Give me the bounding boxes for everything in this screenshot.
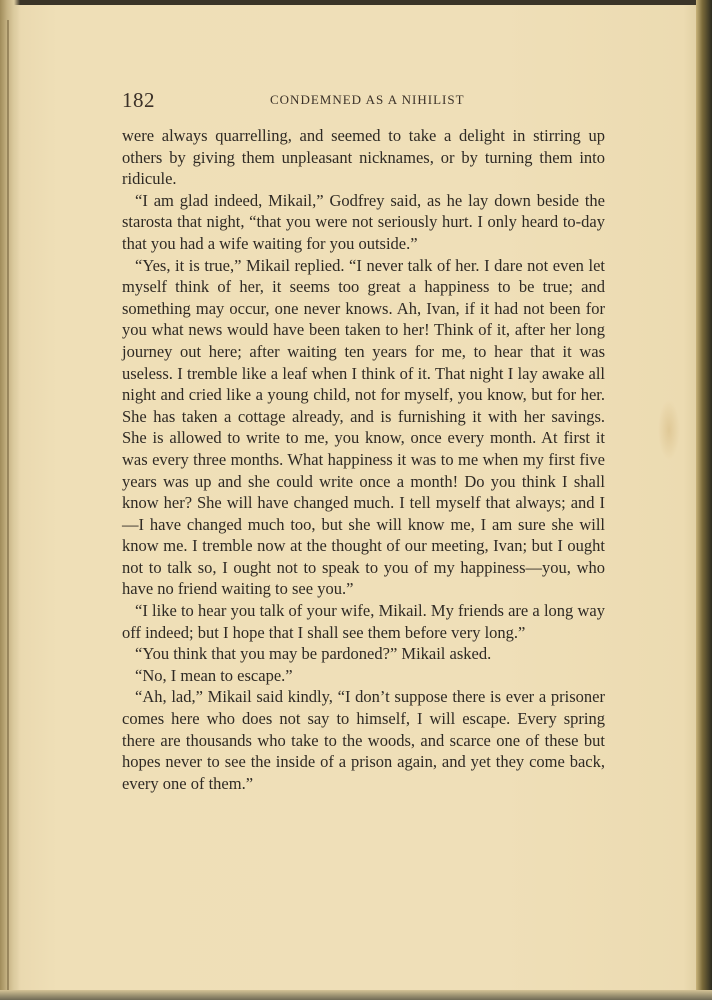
page-right-edge [696, 0, 712, 1000]
page-binding-shadow [0, 0, 20, 1000]
paper-stain [658, 400, 680, 460]
paragraph: were always quarrelling, and seemed to take a delight in stirring up others by giving them unpleasant nicknames, or by turning them into ridicule. [122, 126, 605, 189]
paragraph: “I like to hear you talk of your wife, Mikail. My friends are a long way off indeed; but I hope that I shall see them before very long.” [122, 601, 605, 642]
paragraph: “No, I mean to escape.” [135, 665, 293, 685]
body-text [122, 125, 605, 794]
page-number: 182 [122, 88, 155, 112]
paragraph: “I am glad indeed, Mikail,” Godfrey said, as he lay down beside the starosta that night, “that you were not seriously hurt. I only heard to-day that you had a wife waiting for you outside.” [122, 190, 605, 253]
paragraph: “You think that you may be pardoned?” Mikail asked. [135, 644, 492, 664]
running-head: CONDEMNED AS A NIHILIST [270, 92, 465, 107]
page-bottom-edge [0, 990, 712, 1000]
paragraph: “Ah, lad,” Mikail said kindly, “I don’t suppose there is ever a prisoner comes here who does not say to himself, I will escape. Every spring there are thousands who take to the woods, and scarce one of these but hopes never to see the inside of a prison again, and yet they come back, every one of them.” [122, 687, 605, 793]
page-top-edge [0, 0, 712, 5]
paragraph: “Yes, it is true,” Mikail replied. “I never talk of her. I dare not even let myself think of her, it seems too great a happiness to be true; and something may occur, one never knows. Ah, Ivan, if it had not been for you what news would have been taken to her! Think of it, after her long journey out here; after waiting ten years for me, to hear that it was useless. I tremble like a leaf when I think of it. That night I lay awake all night and cried like a young child, not for myself, you know, but for her. She has taken a cottage already, and is furnishing it with her savings. She is allowed to write to me, you know, once every month. At first it was every three months. What happiness it was to me when my first five years was up and she could write once a month! Do you think I shall know her? She will have changed much. I tell myself that always; and I—I have changed much too, but she will know me, I am sure she will know me. I tremble now at the thought of our meeting, Ivan; but I ought not to talk so, I ought not to speak to you of my happiness—you, who have no friend waiting to see you.” [122, 255, 605, 599]
